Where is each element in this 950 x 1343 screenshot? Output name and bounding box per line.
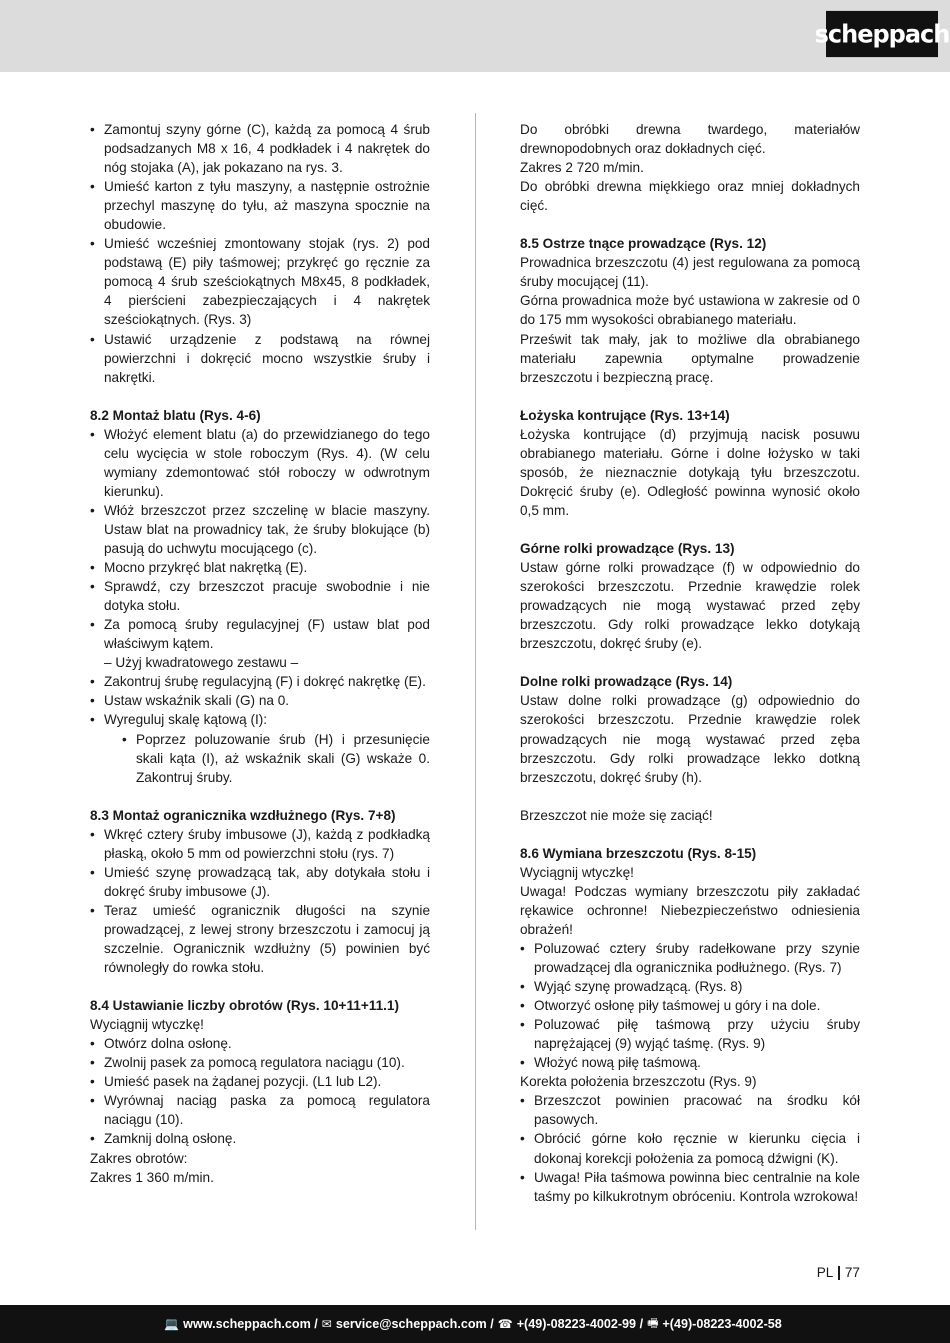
table-mount-list-continued [90, 672, 430, 786]
list-item: • Umieść wcześniej zmontowany stojak (rys. 2) pod podstawą (E) piły taśmowej; przykręć go ręcznie za pomocą 4 śrub sześciokątnych M8x45, 8 podkładek, 4 pierścieni zabezpieczających i 4 nakrętek sześciokątnych. (Rys. 3) [90, 234, 430, 329]
left-column [90, 120, 430, 1187]
column-divider [475, 113, 476, 1230]
paragraph: Do obróbki drewna twardego, materiałów drewnopodobnych oraz dokładnych cięć. [520, 122, 860, 157]
right-column [520, 120, 860, 1206]
fax-text: +(49)-08223-4002-58 [662, 1317, 782, 1331]
contact-footer [0, 1305, 950, 1343]
computer-icon: 💻 [164, 1317, 180, 1331]
section-heading: 8.6 Wymiana brzeszczotu (Rys. 8-15) [520, 845, 757, 861]
list-item: • Zwolnij pasek za pomocą regulatora naciągu (10). [90, 1053, 430, 1072]
note-text: – Użyj kwadratowego zestawu – [104, 655, 299, 671]
paragraph: Zakres 2 720 m/min. [520, 160, 644, 176]
warning-text: Brzeszczot nie może się zaciąć! [520, 807, 713, 823]
list-item: • Włożyć nową piłę taśmową. [520, 1053, 860, 1072]
list-item: • Ustaw wskaźnik skali (G) na 0. [90, 691, 430, 710]
list-item: • Umieść szynę prowadzącą tak, aby dotykała stołu i dokręć śruby imbusowe (J). [90, 863, 430, 901]
list-item: • Umieść karton z tyłu maszyny, a następnie ostrożnie przechyl maszynę do tyłu, aż maszyna spocznie na obudowie. [90, 177, 430, 234]
list-item: • Obrócić górne koło ręcznie w kierunku cięcia i dokonaj korekcji położenia za pomocą dźwigni (K). [520, 1129, 860, 1167]
fence-mount-list [90, 825, 430, 977]
list-item: • Wyjąć szynę prowadzącą. (Rys. 8) [520, 977, 860, 996]
list-item: • Włóż brzeszczot przez szczelinę w blacie maszyny. Ustaw blat na prowadnicy tak, że śruby blokujące (b) pasują do uchwytu mocującego (c). [90, 501, 430, 558]
speed-setting-list [90, 1034, 430, 1148]
list-item: • Otwórz dolna osłonę. [90, 1034, 430, 1053]
section-heading: Dolne rolki prowadzące (Rys. 14) [520, 674, 733, 690]
paragraph: Górna prowadnica może być ustawiona w zakresie od 0 do 175 mm wysokości obrabianego materiału. [520, 293, 860, 328]
list-item: • Ustawić urządzenie z podstawą na równej powierzchni i dokręcić mocno wszystkie śruby i nakrętki. [90, 330, 430, 387]
blade-change-list [520, 939, 860, 1072]
paragraph: Zakres obrotów: [90, 1150, 188, 1166]
list-item: • Mocno przykręć blat nakrętką (E). [90, 558, 430, 577]
section-heading: 8.5 Ostrze tnące prowadzące (Rys. 12) [520, 236, 767, 252]
paragraph: Wyciągnij wtyczkę! [520, 864, 634, 880]
list-item: • Zakontruj śrubę regulacyjną (F) i dokręć nakrętkę (E). [90, 672, 430, 691]
paragraph: Wyciągnij wtyczkę! [90, 1017, 204, 1033]
header-band [0, 0, 950, 72]
page-separator [838, 1266, 840, 1280]
list-item: • Teraz umieść ogranicznik długości na szynie prowadzącej, z lewej strony brzeszczotu i zamocuj ją szczelnie. Ogranicznik wzdłużny (5) powinien być równoległy do rowka stołu. [90, 901, 430, 977]
section-heading: 8.4 Ustawianie liczby obrotów (Rys. 10+11+11.1) [90, 998, 400, 1014]
paragraph: Prześwit tak mały, jak to możliwe dla obrabianego materiału zapewnia optymalne prowadzenie brzeszczotu i bezpieczną pracę. [520, 331, 860, 385]
website-text: www.scheppach.com / [183, 1317, 318, 1331]
phone-text: +(49)-08223-4002-99 / [516, 1317, 644, 1331]
list-item: • Wyrównaj naciąg paska za pomocą regulatora naciągu (10). [90, 1091, 430, 1129]
phone-icon: ☎ [497, 1317, 513, 1331]
paragraph: Ustaw dolne rolki prowadzące (g) odpowiednio do szerokości brzeszczotu. Przednie krawędzie rolek prowadzących nie mogą wystawać przed zęba brzeszczotu. Gdy rolki prowadzące lekko dotkną brzeszczotu, dokręć śruby (h). [520, 693, 860, 785]
list-item: • Poluzować cztery śruby radełkowane przy szynie prowadzącej dla ogranicznika podłużnego. (Rys. 7) [520, 939, 860, 977]
list-item: • Wyreguluj skalę kątową (I): [90, 710, 430, 729]
paragraph: Uwaga! Podczas wymiany brzeszczotu piły zakładać rękawice ochronne! Niebezpieczeństwo odniesienia obrażeń! [520, 883, 860, 937]
list-item: • Wkręć cztery śruby imbusowe (J), każdą z podkładką płaską, około 5 mm od powierzchni stołu (rys. 7) [90, 825, 430, 863]
page-number-value: 77 [844, 1265, 860, 1280]
assembly-steps-list [90, 120, 430, 387]
section-heading: Łożyska kontrujące (Rys. 13+14) [520, 407, 730, 423]
list-item: • Zamontuj szyny górne (C), każdą za pomocą 4 śrub podsadzanych M8 x 16, 4 podkładek i 4 nakrętek do nóg stojaka (A), jak pokazano na rys. 3. [90, 120, 430, 177]
paragraph: Zakres 1 360 m/min. [90, 1169, 214, 1185]
paragraph: Ustaw górne rolki prowadzące (f) w odpowiednio do szerokości brzeszczotu. Przednie krawędzie rolek prowadzących nie mogą wystawać przed zęby brzeszczotu. Gdy rolki prowadzące lekko dotykają brzeszczotu, dokręć śruby (e). [520, 560, 860, 652]
table-mount-list [90, 425, 430, 654]
paragraph: Korekta położenia brzeszczotu (Rys. 9) [520, 1074, 757, 1090]
list-item: • Poluzować piłę taśmową przy użyciu śruby naprężającej (9) wyjąć taśmę. (Rys. 9) [520, 1015, 860, 1053]
paragraph: Do obróbki drewna miękkiego oraz mniej dokładnych cięć. [520, 179, 860, 214]
list-item: • Za pomocą śruby regulacyjnej (F) ustaw blat pod właściwym kątem. [90, 615, 430, 653]
paragraph: Prowadnica brzeszczotu (4) jest regulowana za pomocą śruby mocującej (11). [520, 255, 860, 290]
mail-icon: ✉ [321, 1317, 332, 1331]
list-item: • Uwaga! Piła taśmowa powinna biec centralnie na kole taśmy po kilkukrotnym obróceniu. Kontrola wzrokowa! [520, 1168, 860, 1206]
list-item: • Zamknij dolną osłonę. [90, 1129, 430, 1148]
section-heading: Górne rolki prowadzące (Rys. 13) [520, 541, 735, 557]
list-item: • Otworzyć osłonę piły taśmowej u góry i na dole. [520, 996, 860, 1015]
paragraph: Łożyska kontrujące (d) przyjmują nacisk posuwu obrabianego materiału. Górne i dolne łożysko w taki sposób, że nieznacznie dotykają tyłu brzeszczotu. Dokręcić śruby (e). Odległość powinna wynosić około 0,5 mm. [520, 426, 860, 518]
blade-correction-list [520, 1091, 860, 1205]
fax-icon: 🖷 [647, 1315, 659, 1330]
section-heading: 8.2 Montaż blatu (Rys. 4-6) [90, 407, 261, 423]
sub-list-item: • Poprzez poluzowanie śrub (H) i przesunięcie skali kąta (I), aż wskaźnik skali (G) wskaże 0. Zakontruj śruby. [90, 730, 430, 787]
scheppach-logo: scheppach [826, 11, 938, 57]
list-item: • Brzeszczot powinien pracować na środku kół pasowych. [520, 1091, 860, 1129]
section-heading: 8.3 Montaż ogranicznika wzdłużnego (Rys. 7+8) [90, 807, 396, 823]
page-number [817, 1265, 860, 1280]
list-item: • Umieść pasek na żądanej pozycji. (L1 lub L2). [90, 1072, 430, 1091]
email-text: service@scheppach.com / [335, 1317, 494, 1331]
language-code: PL [816, 1265, 834, 1280]
list-item: • Sprawdź, czy brzeszczot pracuje swobodnie i nie dotyka stołu. [90, 577, 430, 615]
list-item: • Włożyć element blatu (a) do przewidzianego do tego celu wycięcia w stole roboczym (Rys. 4). (W celu wymiany zdemontować stół roboczy w odwrotnym kierunku). [90, 425, 430, 501]
